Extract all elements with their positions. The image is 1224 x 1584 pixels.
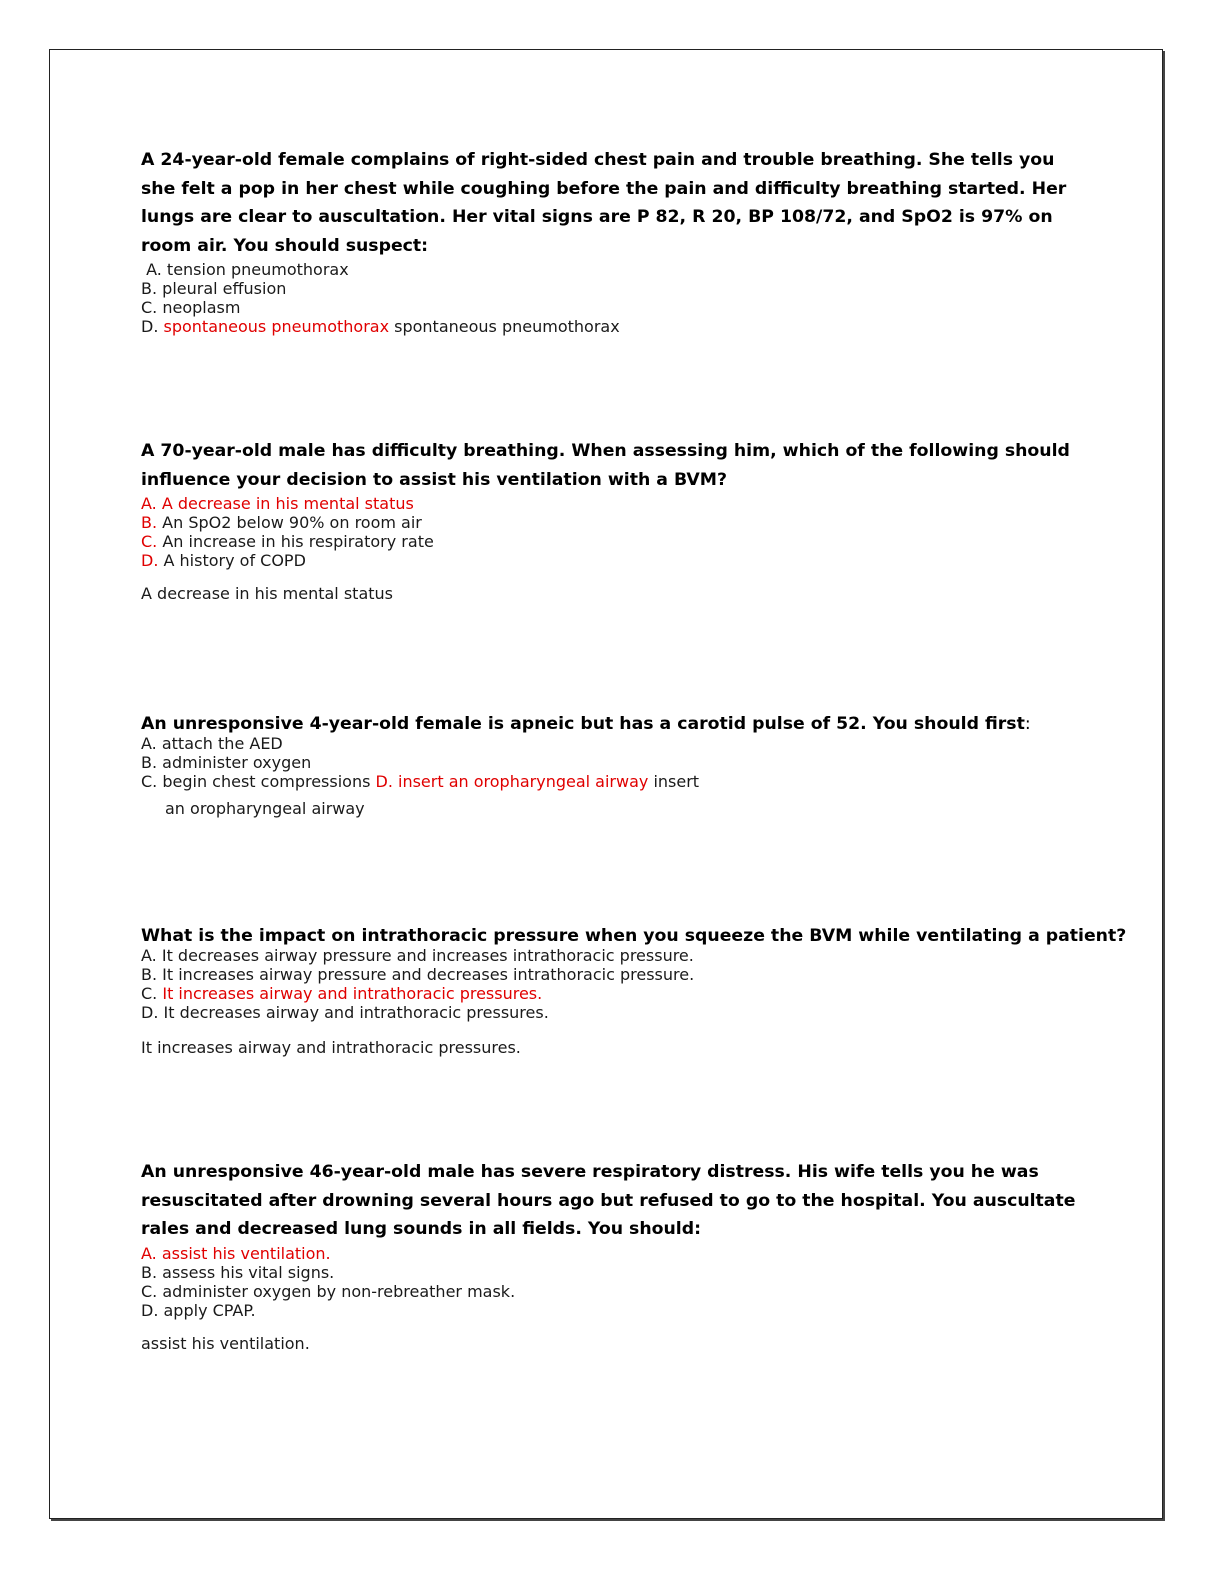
option-c: C. begin chest compressions D. insert an oropharyngeal airway insert bbox=[141, 772, 700, 791]
option-b: B. assess his vital signs. bbox=[141, 1262, 335, 1282]
option-a: A. assist his ventilation. bbox=[141, 1243, 331, 1263]
option-a: A. It decreases airway pressure and increases intrathoracic pressure. bbox=[141, 946, 694, 965]
option-d: D. A history of COPD bbox=[141, 551, 306, 571]
question-text: A 70-year-old male has difficulty breathing. When assessing him, which of the following should influence your decision to assist his ventilation with a BVM? bbox=[141, 441, 1070, 490]
question-block-5 bbox=[141, 1158, 1091, 1353]
correct-answer-highlight: A decrease in his mental status bbox=[161, 494, 414, 514]
correct-answer-highlight: spontaneous pneumothorax bbox=[163, 317, 390, 337]
correct-answer-highlight: D. insert an oropharyngeal airway bbox=[375, 772, 649, 791]
correct-answer-highlight: It increases airway and intrathoracic pressures. bbox=[162, 984, 543, 1003]
answer-text: A decrease in his mental status bbox=[141, 584, 393, 604]
question-block-3 bbox=[141, 714, 1091, 818]
question-block-2 bbox=[141, 437, 1091, 603]
option-b: B. An SpO2 below 90% on room air bbox=[141, 513, 422, 533]
option-b: B. It increases airway pressure and decreases intrathoracic pressure. bbox=[141, 965, 695, 984]
option-b: B. pleural effusion bbox=[141, 279, 287, 299]
answer-continuation: an oropharyngeal airway bbox=[165, 799, 365, 818]
option-a: A. tension pneumothorax bbox=[141, 260, 349, 280]
option-c: C. It increases airway and intrathoracic pressures. bbox=[141, 984, 543, 1003]
question-text: An unresponsive 46-year-old male has severe respiratory distress. His wife tells you he was resuscitated after drowning several hours ago but refused to go to the hospital. You auscultate rales and decreased lung sounds in all fields. You should: bbox=[141, 1162, 1076, 1240]
question-block-1 bbox=[141, 146, 1091, 336]
answer-text: It increases airway and intrathoracic pressures. bbox=[141, 1038, 521, 1057]
option-d: D. apply CPAP. bbox=[141, 1300, 256, 1320]
question-block-4 bbox=[141, 926, 1127, 1057]
option-d: D. It decreases airway and intrathoracic pressures. bbox=[141, 1003, 549, 1022]
option-b: B. administer oxygen bbox=[141, 753, 312, 772]
correct-answer-highlight: assist his ventilation. bbox=[161, 1243, 331, 1263]
option-a: A. A decrease in his mental status bbox=[141, 494, 414, 514]
option-d: D. spontaneous pneumothorax spontaneous pneumothorax bbox=[141, 317, 620, 337]
option-c: C. administer oxygen by non-rebreather mask. bbox=[141, 1281, 516, 1301]
answer-text: assist his ventilation. bbox=[141, 1333, 310, 1353]
question-text: A 24-year-old female complains of right-sided chest pain and trouble breathing. She tells you she felt a pop in her chest while coughing before the pain and difficulty breathing started. Her lungs are clear to auscultation. Her vital signs are P 82, R 20, BP 108/72, and SpO2 is 97% on room air. You should suspect: bbox=[141, 150, 1067, 256]
option-c: C. neoplasm bbox=[141, 298, 241, 318]
option-a: A. attach the AED bbox=[141, 734, 283, 753]
option-c: C. An increase in his respiratory rate bbox=[141, 532, 434, 552]
question-text: What is the impact on intrathoracic pressure when you squeeze the BVM while ventilating a patient? bbox=[141, 926, 1127, 946]
question-text: An unresponsive 4-year-old female is apneic but has a carotid pulse of 52. You should first: bbox=[141, 714, 1031, 734]
